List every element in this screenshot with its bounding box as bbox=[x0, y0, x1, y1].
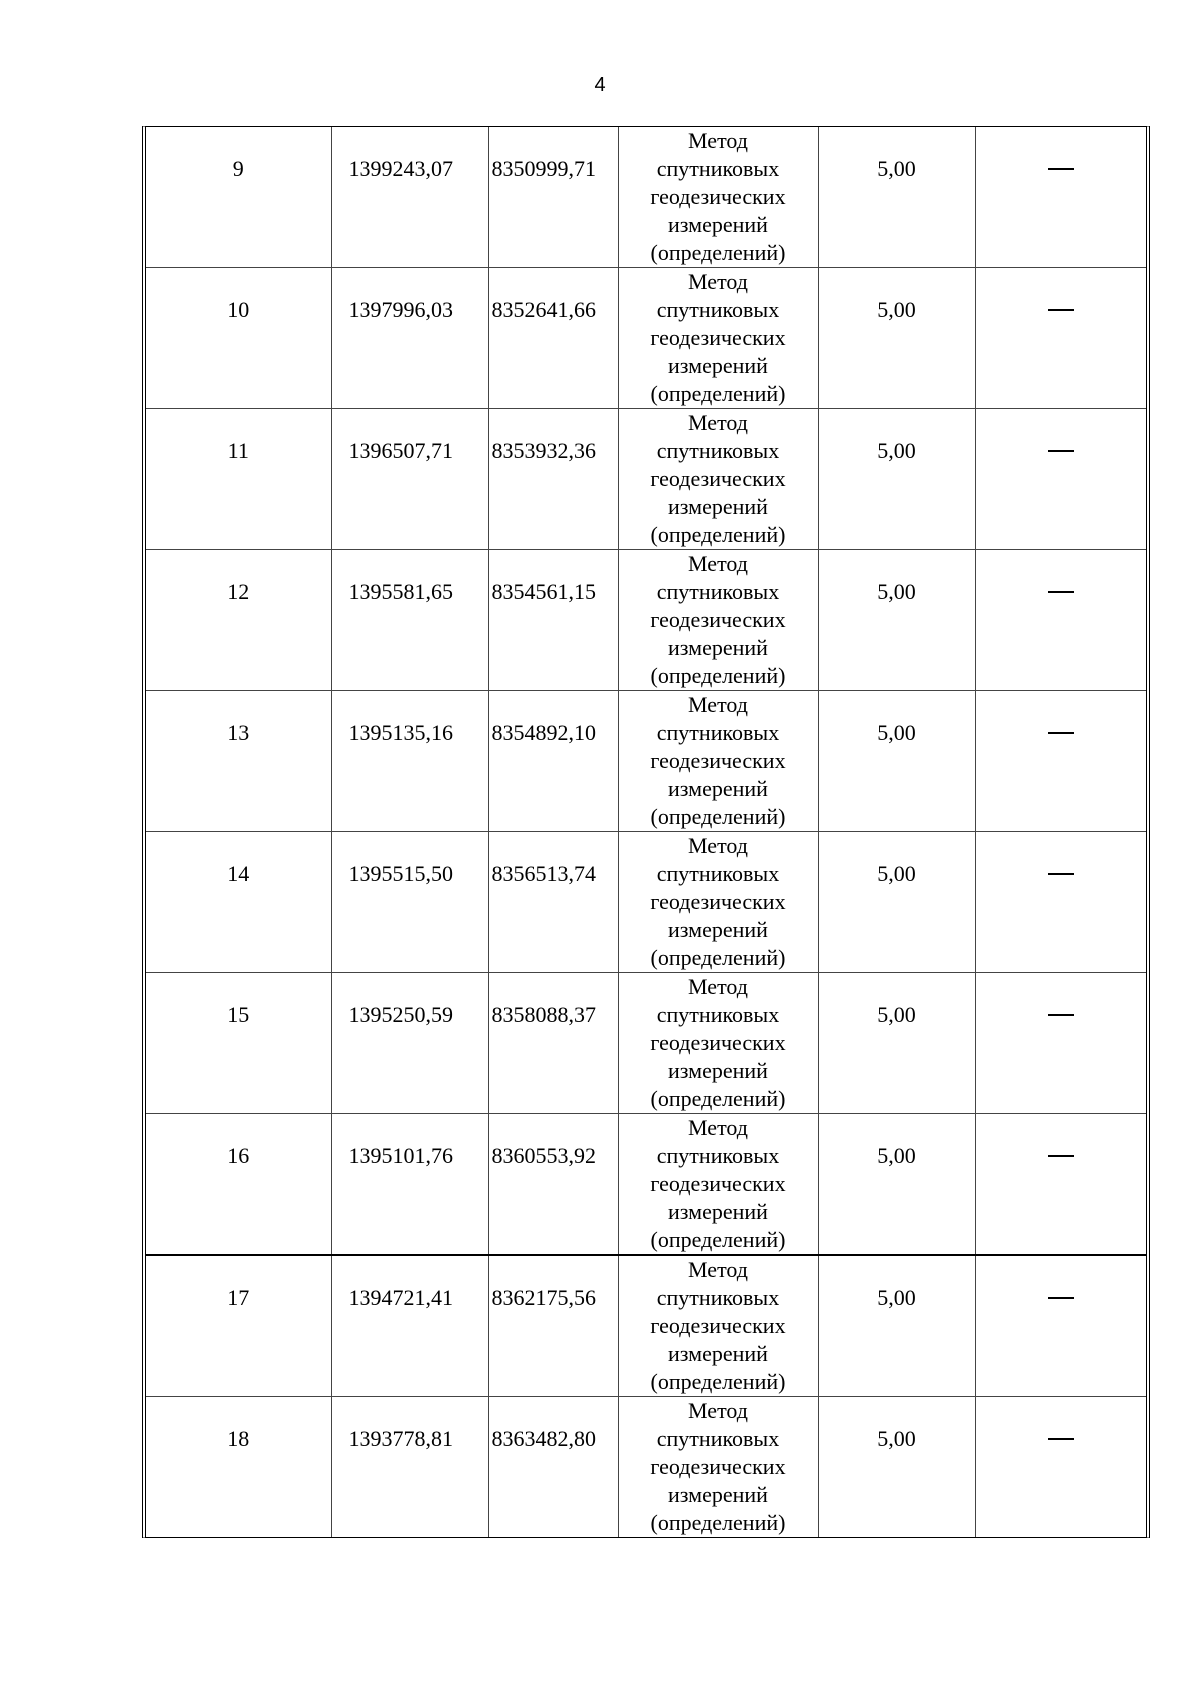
coordinate-y-value: 8363482,80 bbox=[491, 1426, 596, 1451]
method-cell bbox=[618, 1255, 818, 1397]
table-row bbox=[146, 1114, 1146, 1256]
coordinate-x-value: 1395135,16 bbox=[348, 720, 453, 745]
coordinate-y-value: 8356513,74 bbox=[491, 861, 596, 886]
coordinate-x-cell bbox=[331, 268, 488, 409]
dash-mark bbox=[1048, 450, 1074, 451]
point-number-cell bbox=[146, 550, 331, 691]
coordinate-x-cell bbox=[331, 409, 488, 550]
method-line: измерений bbox=[668, 635, 768, 660]
method-line: спутниковых bbox=[656, 438, 780, 463]
table-row bbox=[146, 550, 1146, 691]
method-line: Метод bbox=[688, 269, 748, 294]
method-line: измерений bbox=[668, 1482, 768, 1507]
table-row bbox=[146, 127, 1146, 268]
method-line: измерений bbox=[668, 917, 768, 942]
coordinate-y-value: 8354892,10 bbox=[491, 720, 596, 745]
method-line: (определений) bbox=[650, 663, 786, 688]
method-line: Метод bbox=[688, 551, 748, 576]
method-line: измерений bbox=[668, 1199, 768, 1224]
method-line: геодезических bbox=[650, 325, 786, 350]
method-line: геодезических bbox=[650, 1313, 786, 1338]
method-line: Метод bbox=[688, 128, 748, 153]
point-number-value: 11 bbox=[227, 438, 249, 463]
method-line: Метод bbox=[688, 1115, 748, 1140]
coordinate-y-cell bbox=[488, 409, 618, 550]
point-number-cell bbox=[146, 832, 331, 973]
point-number-value: 9 bbox=[232, 156, 244, 181]
table-row bbox=[146, 409, 1146, 550]
coordinate-x-cell bbox=[331, 127, 488, 268]
dash-mark bbox=[1048, 732, 1074, 733]
method-line: (определений) bbox=[650, 1227, 786, 1252]
method-line: спутниковых bbox=[656, 720, 780, 745]
method-cell bbox=[618, 832, 818, 973]
point-number-cell bbox=[146, 973, 331, 1114]
table-row bbox=[146, 1255, 1146, 1397]
method-line: (определений) bbox=[650, 945, 786, 970]
dash-mark bbox=[1048, 1297, 1074, 1298]
note-cell bbox=[975, 127, 1146, 268]
coordinate-y-cell bbox=[488, 127, 618, 268]
method-line: Метод bbox=[688, 1398, 748, 1423]
coordinate-x-cell bbox=[331, 973, 488, 1114]
accuracy-value: 5,00 bbox=[877, 156, 916, 181]
point-number-cell bbox=[146, 1255, 331, 1397]
method-line: Метод bbox=[688, 974, 748, 999]
coordinate-y-cell bbox=[488, 691, 618, 832]
table-row bbox=[146, 973, 1146, 1114]
note-cell bbox=[975, 1397, 1146, 1538]
coordinate-y-cell bbox=[488, 1114, 618, 1256]
method-line: геодезических bbox=[650, 1030, 786, 1055]
table-row bbox=[146, 1397, 1146, 1538]
accuracy-cell bbox=[818, 1114, 975, 1256]
point-number-cell bbox=[146, 1114, 331, 1256]
table-row bbox=[146, 691, 1146, 832]
method-line: (определений) bbox=[650, 381, 786, 406]
method-line: геодезических bbox=[650, 466, 786, 491]
method-cell bbox=[618, 127, 818, 268]
point-number-cell bbox=[146, 268, 331, 409]
dash-mark bbox=[1048, 873, 1074, 874]
method-line: спутниковых bbox=[656, 156, 780, 181]
method-line: (определений) bbox=[650, 804, 786, 829]
note-cell bbox=[975, 1114, 1146, 1256]
dash-mark bbox=[1048, 1155, 1074, 1156]
coordinate-y-value: 8354561,15 bbox=[491, 579, 596, 604]
method-line: спутниковых bbox=[656, 1426, 780, 1451]
coordinate-x-value: 1395581,65 bbox=[348, 579, 453, 604]
coordinate-y-value: 8362175,56 bbox=[491, 1285, 596, 1310]
dash-mark bbox=[1048, 168, 1074, 169]
table-row bbox=[146, 832, 1146, 973]
coordinate-x-cell bbox=[331, 550, 488, 691]
coordinate-y-value: 8350999,71 bbox=[491, 156, 596, 181]
method-line: Метод bbox=[688, 410, 748, 435]
point-number-value: 15 bbox=[227, 1002, 250, 1027]
note-cell bbox=[975, 268, 1146, 409]
accuracy-value: 5,00 bbox=[877, 1002, 916, 1027]
accuracy-cell bbox=[818, 550, 975, 691]
method-cell bbox=[618, 409, 818, 550]
coordinate-x-value: 1396507,71 bbox=[348, 438, 453, 463]
point-number-cell bbox=[146, 1397, 331, 1538]
method-cell bbox=[618, 1397, 818, 1538]
note-cell bbox=[975, 832, 1146, 973]
coordinate-x-cell bbox=[331, 832, 488, 973]
note-cell bbox=[975, 550, 1146, 691]
method-cell bbox=[618, 550, 818, 691]
point-number-cell bbox=[146, 127, 331, 268]
method-line: Метод bbox=[688, 692, 748, 717]
method-line: геодезических bbox=[650, 889, 786, 914]
method-line: измерений bbox=[668, 1341, 768, 1366]
note-cell bbox=[975, 973, 1146, 1114]
method-line: спутниковых bbox=[656, 1143, 780, 1168]
coordinate-x-cell bbox=[331, 1397, 488, 1538]
coordinate-y-value: 8358088,37 bbox=[491, 1002, 596, 1027]
coordinate-y-cell bbox=[488, 973, 618, 1114]
table-body bbox=[146, 127, 1146, 1537]
dash-mark bbox=[1048, 309, 1074, 310]
coordinate-y-cell bbox=[488, 1397, 618, 1538]
method-line: геодезических bbox=[650, 184, 786, 209]
coordinate-y-cell bbox=[488, 832, 618, 973]
point-number-value: 16 bbox=[227, 1143, 250, 1168]
accuracy-cell bbox=[818, 973, 975, 1114]
note-cell bbox=[975, 1255, 1146, 1397]
note-cell bbox=[975, 691, 1146, 832]
point-number-value: 17 bbox=[227, 1285, 250, 1310]
accuracy-cell bbox=[818, 268, 975, 409]
coordinate-y-cell bbox=[488, 550, 618, 691]
point-number-value: 14 bbox=[227, 861, 250, 886]
accuracy-value: 5,00 bbox=[877, 579, 916, 604]
method-line: спутниковых bbox=[656, 297, 780, 322]
coordinate-y-value: 8353932,36 bbox=[491, 438, 596, 463]
dash-mark bbox=[1048, 1438, 1074, 1439]
method-line: (определений) bbox=[650, 1086, 786, 1111]
method-line: Метод bbox=[688, 1257, 748, 1282]
method-line: спутниковых bbox=[656, 1285, 780, 1310]
method-line: измерений bbox=[668, 212, 768, 237]
coordinate-x-value: 1395515,50 bbox=[348, 861, 453, 886]
method-cell bbox=[618, 268, 818, 409]
method-line: геодезических bbox=[650, 1171, 786, 1196]
coordinate-y-value: 8352641,66 bbox=[491, 297, 596, 322]
coordinate-x-value: 1394721,41 bbox=[348, 1285, 453, 1310]
accuracy-value: 5,00 bbox=[877, 297, 916, 322]
dash-mark bbox=[1048, 591, 1074, 592]
accuracy-value: 5,00 bbox=[877, 438, 916, 463]
note-cell bbox=[975, 409, 1146, 550]
method-line: (определений) bbox=[650, 240, 786, 265]
accuracy-cell bbox=[818, 409, 975, 550]
point-number-value: 18 bbox=[227, 1426, 250, 1451]
method-line: (определений) bbox=[650, 1369, 786, 1394]
method-line: Метод bbox=[688, 833, 748, 858]
coordinate-x-value: 1395101,76 bbox=[348, 1143, 453, 1168]
dash-mark bbox=[1048, 1014, 1074, 1015]
coordinate-x-value: 1395250,59 bbox=[348, 1002, 453, 1027]
coordinate-x-cell bbox=[331, 1255, 488, 1397]
accuracy-value: 5,00 bbox=[877, 1143, 916, 1168]
method-cell bbox=[618, 691, 818, 832]
accuracy-value: 5,00 bbox=[877, 861, 916, 886]
point-number-cell bbox=[146, 691, 331, 832]
point-number-cell bbox=[146, 409, 331, 550]
method-line: спутниковых bbox=[656, 579, 780, 604]
accuracy-value: 5,00 bbox=[877, 720, 916, 745]
coordinate-y-value: 8360553,92 bbox=[491, 1143, 596, 1168]
method-line: спутниковых bbox=[656, 1002, 780, 1027]
accuracy-cell bbox=[818, 832, 975, 973]
accuracy-cell bbox=[818, 127, 975, 268]
method-cell bbox=[618, 973, 818, 1114]
method-line: измерений bbox=[668, 353, 768, 378]
method-line: измерений bbox=[668, 1058, 768, 1083]
point-number-value: 12 bbox=[227, 579, 250, 604]
page-number: 4 bbox=[594, 74, 606, 96]
coordinate-y-cell bbox=[488, 268, 618, 409]
coordinate-x-value: 1399243,07 bbox=[348, 156, 453, 181]
method-line: геодезических bbox=[650, 1454, 786, 1479]
method-line: геодезических bbox=[650, 748, 786, 773]
coordinate-x-cell bbox=[331, 691, 488, 832]
method-line: измерений bbox=[668, 776, 768, 801]
coordinates-table-frame bbox=[142, 126, 1150, 1538]
method-cell bbox=[618, 1114, 818, 1256]
accuracy-cell bbox=[818, 691, 975, 832]
accuracy-value: 5,00 bbox=[877, 1285, 916, 1310]
accuracy-cell bbox=[818, 1397, 975, 1538]
method-line: измерений bbox=[668, 494, 768, 519]
method-line: (определений) bbox=[650, 1510, 786, 1535]
method-line: спутниковых bbox=[656, 861, 780, 886]
coordinate-x-cell bbox=[331, 1114, 488, 1256]
accuracy-value: 5,00 bbox=[877, 1426, 916, 1451]
method-line: геодезических bbox=[650, 607, 786, 632]
point-number-value: 13 bbox=[227, 720, 250, 745]
method-line: (определений) bbox=[650, 522, 786, 547]
coordinate-y-cell bbox=[488, 1255, 618, 1397]
table-row bbox=[146, 268, 1146, 409]
accuracy-cell bbox=[818, 1255, 975, 1397]
coordinate-x-value: 1397996,03 bbox=[348, 297, 453, 322]
point-number-value: 10 bbox=[227, 297, 250, 322]
coordinates-table bbox=[146, 127, 1146, 1537]
coordinate-x-value: 1393778,81 bbox=[348, 1426, 453, 1451]
